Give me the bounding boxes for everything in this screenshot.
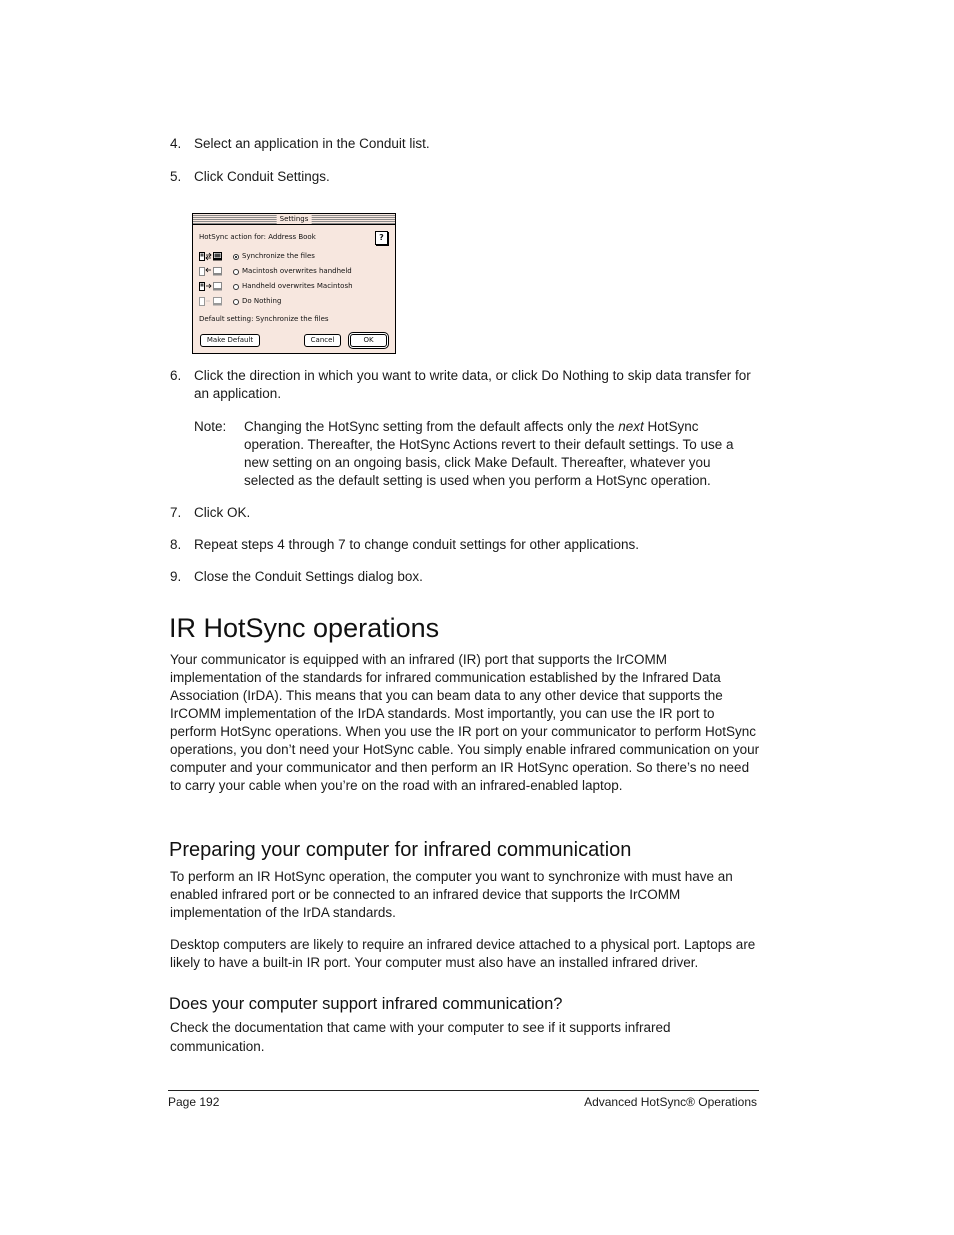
note-text-emphasis: next — [618, 419, 644, 434]
note-text-end: HotSync operation. Thereafter, the HotSync Actions revert to their default settings. To use a new setting on an ongoing basis, click Make Default. Thereafter, whatever you selected as the default setting is used when you perform a HotSync operation. — [244, 419, 734, 488]
step-number: 9. — [170, 569, 182, 584]
note-label: Note: — [194, 419, 227, 434]
step-6 — [170, 367, 760, 403]
make-default-button[interactable]: Make Default — [200, 334, 260, 347]
radio-synchronize[interactable] — [233, 254, 239, 260]
step-number: 6. — [170, 368, 182, 383]
step-number: 7. — [170, 505, 182, 520]
step-5 — [170, 168, 760, 186]
sync-both-icon — [199, 252, 227, 261]
ok-button[interactable]: OK — [350, 334, 387, 347]
section-title: IR HotSync operations — [169, 613, 440, 643]
footer-rule — [168, 1090, 759, 1091]
step-text: Click the direction in which you want to write data, or click Do Nothing to skip data transfer for an application. — [194, 368, 751, 401]
hotsync-action-label: HotSync action for: Address Book — [199, 233, 316, 241]
page-number: Page 192 — [168, 1095, 220, 1109]
subsection-title: Preparing your computer for infrared communication — [169, 839, 632, 861]
step-text: Click Conduit Settings. — [194, 169, 330, 184]
chapter-title: Advanced HotSync® Operations — [584, 1095, 757, 1109]
dialog-title: Settings — [277, 214, 312, 224]
step-9 — [170, 568, 760, 586]
step-text: Repeat steps 4 through 7 to change conduit settings for other applications. — [194, 537, 640, 552]
step-number: 8. — [170, 537, 182, 552]
option-handheld-overwrites-label: Handheld overwrites Macintosh — [242, 282, 353, 290]
step-text: Close the Conduit Settings dialog box. — [194, 569, 423, 584]
note-text — [244, 418, 760, 490]
step-8 — [170, 536, 760, 554]
step-text: Select an application in the Conduit list. — [194, 136, 430, 151]
step-number: 5. — [170, 169, 182, 184]
settings-dialog — [192, 213, 396, 354]
dialog-title-bar — [193, 214, 395, 225]
mac-to-handheld-icon — [199, 267, 227, 276]
option-mac-overwrites-label: Macintosh overwrites handheld — [242, 267, 352, 275]
cancel-button[interactable]: Cancel — [304, 334, 341, 347]
option-synchronize-label: Synchronize the files — [242, 252, 315, 260]
subsection-paragraph-2: Desktop computers are likely to require an infrared device attached to a physical port. Laptops are likely to have a built-in IR port. Your computer must also have an installed infrared driver. — [170, 937, 756, 970]
subsection-paragraph-1: To perform an IR HotSync operation, the computer you want to synchronize with must have an enabled infrared port or be connected to an infrared device that supports the IrCOMM implementation of the IrDA standards. — [170, 869, 733, 920]
section-paragraph: Your communicator is equipped with an infrared (IR) port that supports the IrCOMM implementation of the standards for infrared communication established by the Infrared Data Association (IrDA). This means that you can beam data to any other device that supports the IrCOMM implementation of the IrDA standards. Most importantly, you can use the IR port to perform HotSync operations. When you use the IR port on your communicator to perform HotSync operations, you don’t need your HotSync cable. You simply enable infrared communication on your computer and your communicator and then perform an IR HotSync operation. So there’s no need to carry your cable when you’re on the road with an infrared-enabled laptop. — [170, 652, 760, 793]
note-text-start: Changing the HotSync setting from the default affects only the — [244, 419, 619, 434]
subsubsection-paragraph: Check the documentation that came with your computer to see if it supports infrared communication. — [170, 1020, 671, 1054]
radio-handheld-overwrites[interactable] — [233, 284, 239, 290]
help-button[interactable]: ? — [375, 231, 388, 245]
radio-mac-overwrites[interactable] — [233, 269, 239, 275]
do-nothing-icon — [199, 297, 227, 306]
default-setting-label: Default setting: Synchronize the files — [199, 315, 329, 323]
step-text: Click OK. — [194, 505, 251, 520]
step-number: 4. — [170, 136, 182, 151]
radio-do-nothing[interactable] — [233, 299, 239, 305]
step-7 — [170, 504, 760, 522]
subsubsection-title: Does your computer support infrared communication? — [169, 995, 563, 1013]
handheld-to-mac-icon — [199, 282, 227, 291]
step-4 — [170, 135, 760, 153]
option-do-nothing-label: Do Nothing — [242, 297, 282, 305]
